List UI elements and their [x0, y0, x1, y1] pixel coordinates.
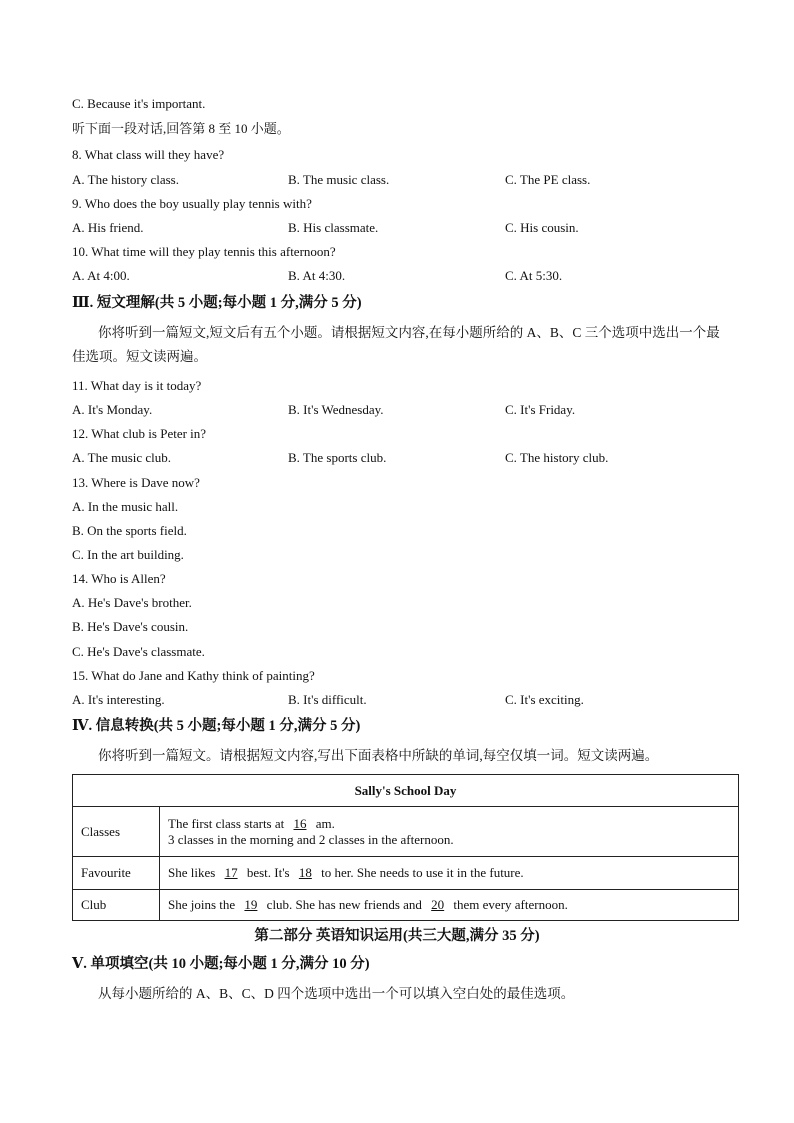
question-11-option-c: C. It's Friday. — [505, 402, 576, 417]
prev-option-c: C. Because it's important. — [72, 96, 206, 111]
question-13-option-c: C. In the art building. — [72, 547, 184, 562]
table-label-favourite: Favourite — [73, 857, 160, 890]
section-5-instruction-text: 从每小题所给的 A、B、C、D 四个选项中选出一个可以填入空白处的最佳选项。 — [98, 986, 575, 1001]
question-11: 11. What day is it today? — [72, 378, 202, 393]
classes-text-line2: 3 classes in the morning and 2 classes in the afternoon. — [168, 831, 454, 847]
question-12-option-a: A. The music club. — [72, 450, 172, 465]
blank-19: 19 — [244, 897, 258, 912]
question-15-option-c: C. It's exciting. — [505, 692, 584, 707]
favourite-text-b: best. It's — [243, 865, 293, 880]
section-3-instruction — [72, 321, 732, 369]
question-11-option-b: B. It's Wednesday. — [288, 402, 384, 417]
question-8-option-a: A. The history class. — [72, 172, 179, 187]
question-14-option-c: C. He's Dave's classmate. — [72, 644, 205, 659]
question-10-option-a: A. At 4:00. — [72, 268, 130, 283]
table-label-classes: Classes — [73, 807, 160, 857]
favourite-text-c: to her. She needs to use it in the future. — [317, 865, 524, 880]
question-9-option-c: C. His cousin. — [505, 220, 579, 235]
question-13-option-a: A. In the music hall. — [72, 499, 179, 514]
question-15-option-b: B. It's difficult. — [288, 692, 367, 707]
question-8: 8. What class will they have? — [72, 147, 225, 162]
blank-17: 17 — [224, 865, 238, 880]
part-2-heading: 第二部分 英语知识运用(共三大题,满分 35 分) — [254, 928, 540, 944]
blank-20: 20 — [431, 897, 445, 912]
section-3-instruction-text: 你将听到一篇短文,短文后有五个小题。请根据短文内容,在每小题所给的 A、B、C 三个选项中选出一个最佳选项。短文读两遍。 — [72, 325, 720, 364]
question-8-option-b: B. The music class. — [288, 172, 390, 187]
question-10: 10. What time will they play tennis this afternoon? — [72, 244, 336, 259]
section-4-instruction — [72, 744, 732, 768]
question-12: 12. What club is Peter in? — [72, 426, 207, 441]
question-9-option-a: A. His friend. — [72, 220, 144, 235]
question-14-option-a: A. He's Dave's brother. — [72, 595, 192, 610]
question-11-option-a: A. It's Monday. — [72, 402, 153, 417]
classes-text-a: The first class starts at — [168, 815, 288, 831]
table-title: Sally's School Day — [73, 775, 739, 807]
table-cell-favourite — [160, 857, 739, 890]
section-5-instruction — [72, 982, 732, 1006]
question-8-option-c: C. The PE class. — [505, 172, 591, 187]
question-9-option-b: B. His classmate. — [288, 220, 379, 235]
dialogue-intro: 听下面一段对话,回答第 8 至 10 小题。 — [72, 121, 290, 136]
question-10-option-b: B. At 4:30. — [288, 268, 346, 283]
blank-18: 18 — [298, 865, 312, 880]
section-5-heading: Ⅴ. 单项填空(共 10 小题;每小题 1 分,满分 10 分) — [72, 956, 370, 972]
question-12-option-b: B. The sports club. — [288, 450, 387, 465]
club-text-c: them every afternoon. — [450, 897, 568, 912]
question-9: 9. Who does the boy usually play tennis with? — [72, 196, 312, 211]
favourite-text-a: She likes — [168, 865, 219, 880]
section-4-heading: Ⅳ. 信息转换(共 5 小题;每小题 1 分,满分 5 分) — [72, 718, 361, 734]
blank-16: 16 — [293, 815, 307, 831]
section-4-instruction-text: 你将听到一篇短文。请根据短文内容,写出下面表格中所缺的单词,每空仅填一词。短文读两遍。 — [98, 748, 659, 763]
club-text-b: club. She has new friends and — [263, 897, 426, 912]
section-3-heading: Ⅲ. 短文理解(共 5 小题;每小题 1 分,满分 5 分) — [72, 295, 362, 311]
question-14: 14. Who is Allen? — [72, 571, 166, 586]
question-12-option-c: C. The history club. — [505, 450, 609, 465]
classes-text-b: am. — [312, 815, 335, 831]
question-15-option-a: A. It's interesting. — [72, 692, 165, 707]
question-14-option-b: B. He's Dave's cousin. — [72, 619, 189, 634]
club-text-a: She joins the — [168, 897, 239, 912]
question-13-option-b: B. On the sports field. — [72, 523, 187, 538]
info-table — [72, 774, 739, 921]
question-15: 15. What do Jane and Kathy think of painting? — [72, 668, 315, 683]
table-label-club: Club — [73, 890, 160, 921]
question-10-option-c: C. At 5:30. — [505, 268, 563, 283]
question-13: 13. Where is Dave now? — [72, 475, 200, 490]
table-cell-club — [160, 890, 739, 921]
table-cell-classes — [160, 807, 739, 857]
